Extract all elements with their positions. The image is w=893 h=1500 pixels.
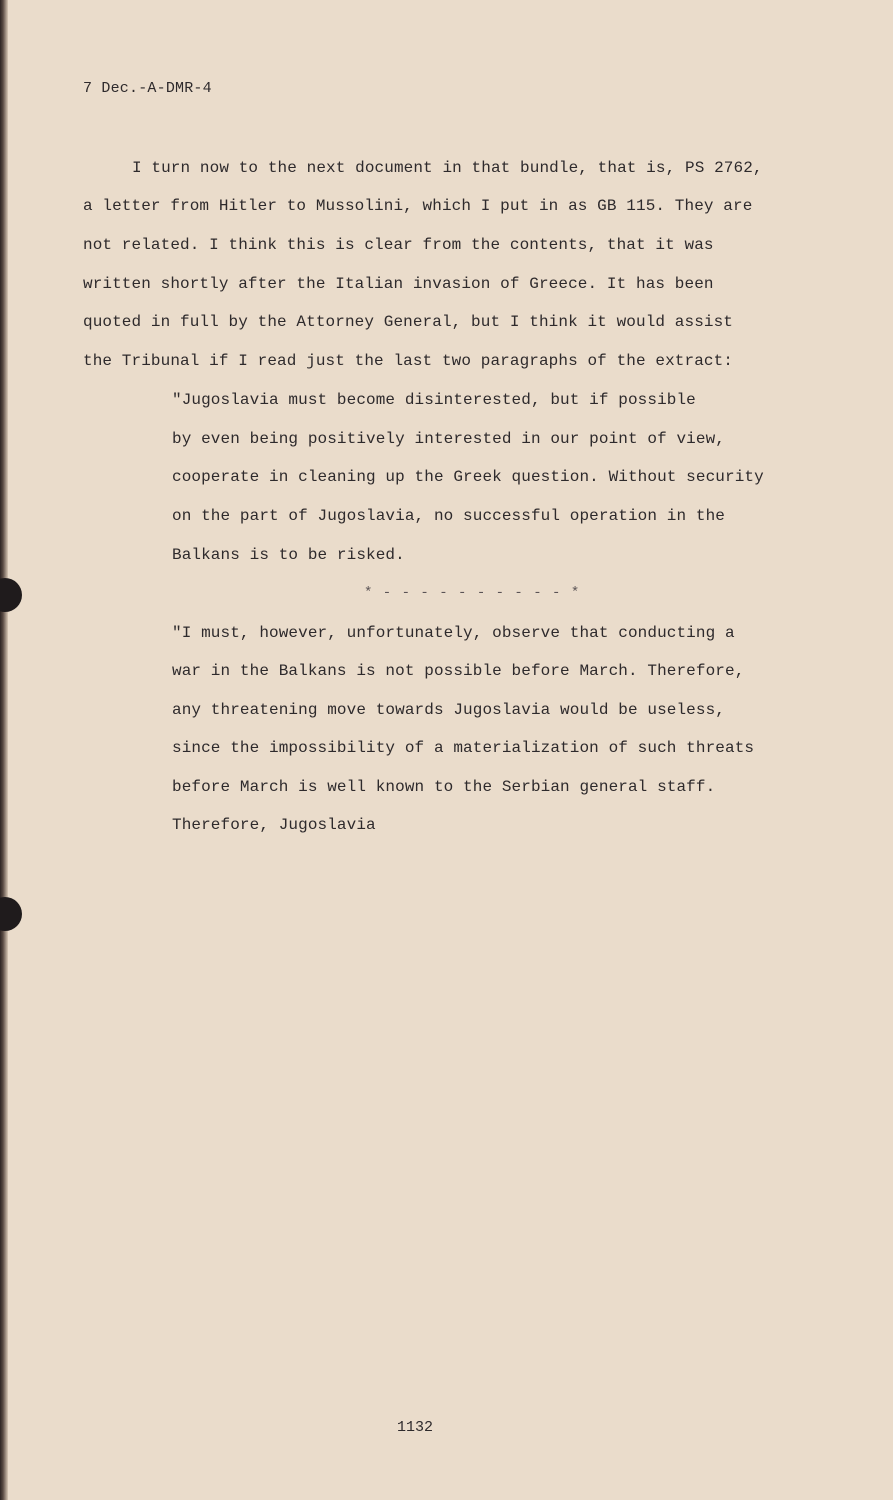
- omission-separator: * - - - - - - - - - - *: [364, 585, 581, 601]
- paragraph-line: I turn now to the next document in that bundle, that is, PS 2762,: [132, 159, 763, 177]
- document-reference: 7 Dec.-A-DMR-4: [83, 80, 212, 97]
- paragraph-line: a letter from Hitler to Mussolini, which I put in as GB 115. They are: [83, 197, 753, 215]
- quote-line: war in the Balkans is not possible before March. Therefore,: [172, 662, 745, 680]
- punch-hole: [0, 578, 22, 612]
- quote-line: cooperate in cleaning up the Greek question. Without security: [172, 468, 764, 486]
- punch-hole: [0, 897, 22, 931]
- page-edge: [0, 0, 8, 1500]
- quote-line: any threatening move towards Jugoslavia would be useless,: [172, 701, 725, 719]
- paragraph-line: quoted in full by the Attorney General, but I think it would assist: [83, 313, 734, 331]
- quote-line: by even being positively interested in our point of view,: [172, 430, 725, 448]
- page-number: 1132: [397, 1419, 434, 1436]
- quote-line: Balkans is to be risked.: [172, 546, 405, 564]
- quote-line: before March is well known to the Serbian general staff.: [172, 778, 716, 796]
- quote-line: Therefore, Jugoslavia: [172, 816, 376, 834]
- quote-line: "I must, however, unfortunately, observe that conducting a: [172, 624, 735, 642]
- paragraph-line: not related. I think this is clear from the contents, that it was: [83, 236, 714, 254]
- quote-line: since the impossibility of a materialization of such threats: [172, 739, 755, 757]
- quote-line: on the part of Jugoslavia, no successful operation in the: [172, 507, 725, 525]
- paragraph-line: the Tribunal if I read just the last two paragraphs of the extract:: [83, 352, 734, 370]
- quote-line: "Jugoslavia must become disinterested, but if possible: [172, 391, 696, 409]
- paragraph-line: written shortly after the Italian invasion of Greece. It has been: [83, 275, 714, 293]
